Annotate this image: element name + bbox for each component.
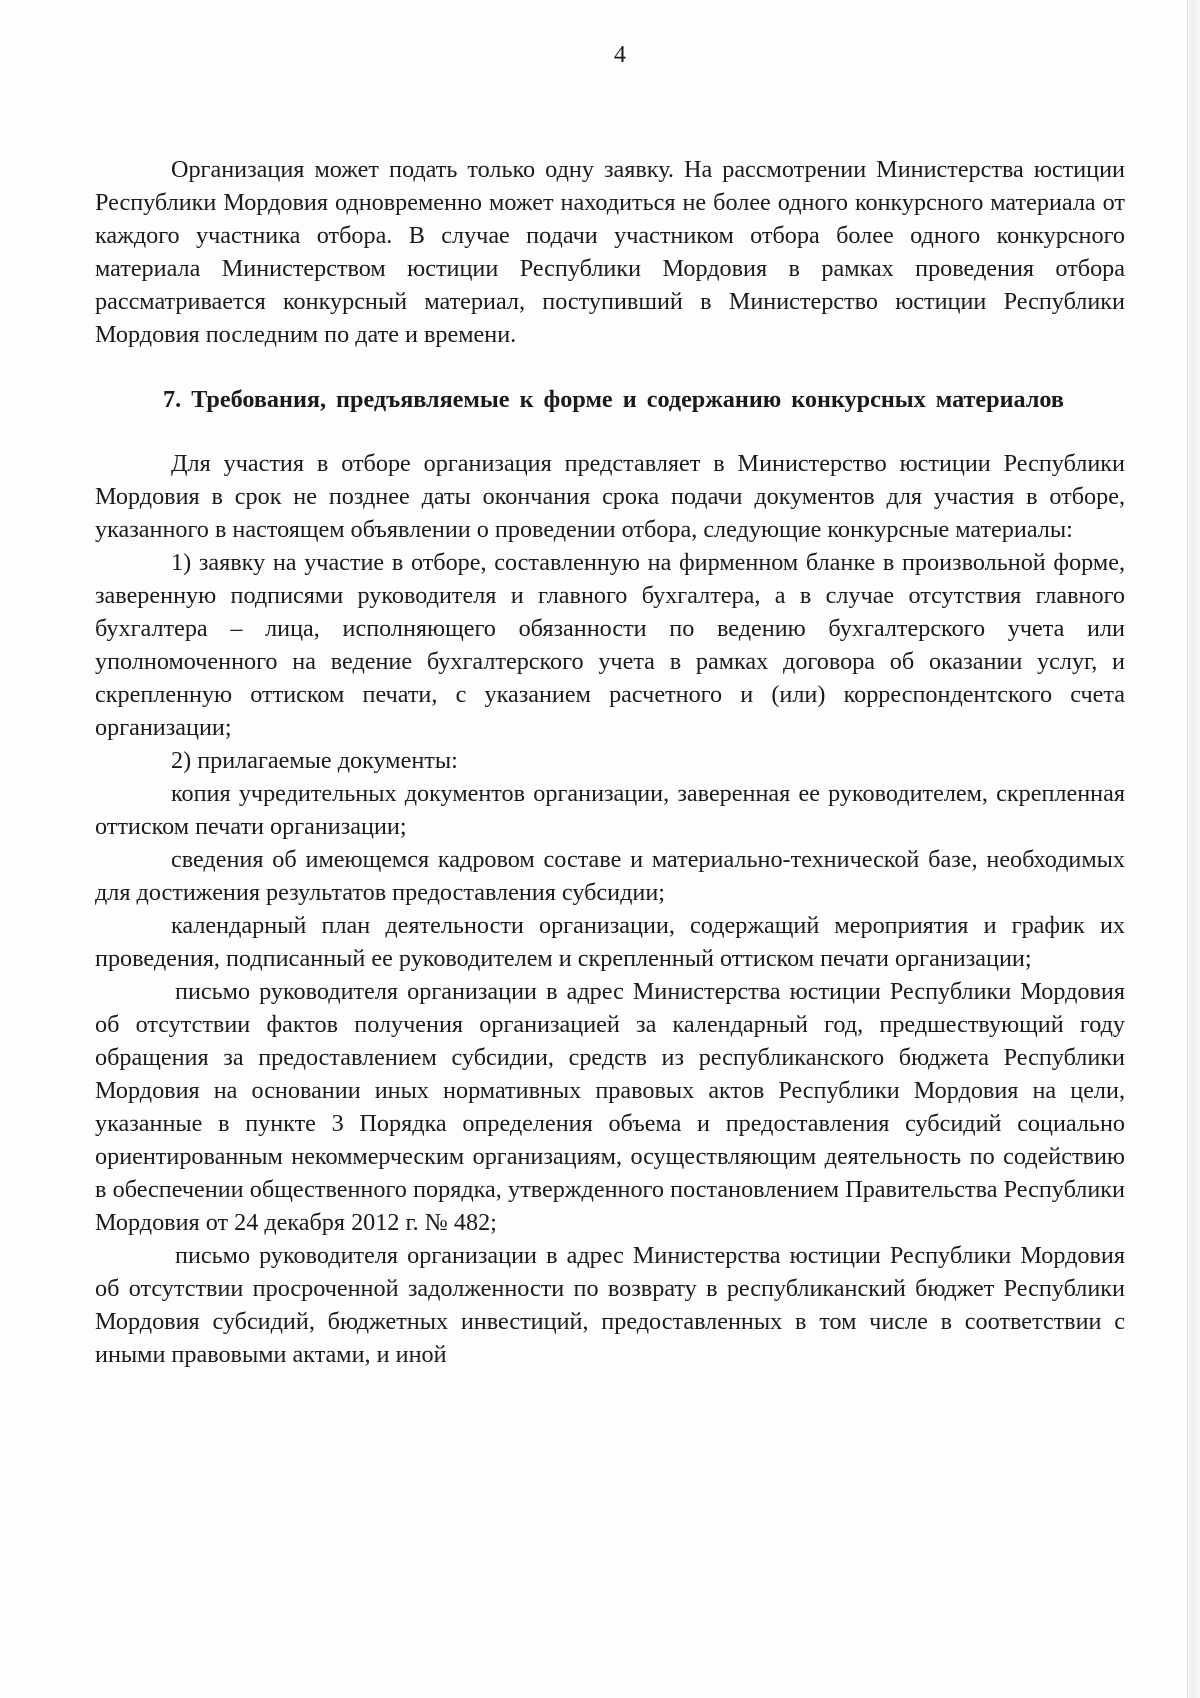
document-item-calendar-plan: календарный план деятельности организации, содержащий мероприятия и график их проведения, подписанный ее руководителем и скрепленный оттиском печати организации; bbox=[95, 912, 1125, 972]
page-number: 4 bbox=[614, 42, 626, 68]
page-edge-line bbox=[1187, 0, 1188, 1698]
list-item-2: 2) прилагаемые документы: bbox=[171, 747, 458, 774]
list-item-1: 1) заявку на участие в отборе, составленную на фирменном бланке в произвольной форме, заверенную подписями руководителя и главного бухгалтера, а в случае отсутствия главного бухгалтера – лица, исполняющего обязанности по ведению бухгалтерского учета или уполномоченного на ведение бухгалтерского учета в рамках договора об оказании услуг, и скрепленную оттиском печати, с указанием расчетного и (или) корреспондентского счета организации; bbox=[95, 549, 1125, 741]
paragraph-single-application: Организация может подать только одну заявку. На рассмотрении Министерства юстиции Республики Мордовия одновременно может находиться не более одного конкурсного материала от каждого участника отбора. В случае подачи участником отбора более одного конкурсного материала Министерством юстиции Республики Мордовия в рамках проведения отбора рассматривается конкурсный материал, поступивший в Министерство юстиции Республики Мордовия последним по дате и времени. bbox=[95, 156, 1125, 348]
document-content bbox=[95, 40, 1125, 1371]
paragraph-participation: Для участия в отборе организация представляет в Министерство юстиции Республики Мордовия в срок не позднее даты окончания срока подачи документов для участия в отборе, указанного в настоящем объявлении о проведении отбора, следующие конкурсные материалы: bbox=[95, 450, 1125, 543]
document-item-charter-copy: копия учредительных документов организации, заверенная ее руководителем, скрепленная оттиском печати организации; bbox=[95, 780, 1125, 840]
document-item-letter-no-debt: письмо руководителя организации в адрес Министерства юстиции Республики Мордовия об отсутствии просроченной задолженности по возврату в республиканский бюджет Республики Мордовия субсидий, бюджетных инвестиций, предоставленных в том числе в соответствии с иными правовыми актами, и иной bbox=[95, 1242, 1125, 1368]
page-edge-shadow bbox=[1186, 0, 1200, 1698]
document-item-letter-no-funds: письмо руководителя организации в адрес Министерства юстиции Республики Мордовия об отсутствии фактов получения организацией за календарный год, предшествующий году обращения за предоставлением субсидии, средств из республиканского бюджета Республики Мордовия на основании иных нормативных правовых актов Республики Мордовия на цели, указанные в пункте 3 Порядка определения объема и предоставления субсидий социально ориентированным некоммерческим организациям, осуществляющим деятельность по содействию в обеспечении общественного порядка, утвержденного постановлением Правительства Республики Мордовия от 24 декабря 2012 г. № 482; bbox=[95, 978, 1125, 1236]
section-heading-7: 7. Требования, предъявляемые к форме и содержанию конкурсных материалов bbox=[163, 386, 1064, 413]
document-item-staff-info: сведения об имеющемся кадровом составе и материально-технической базе, необходимых для достижения результатов предоставления субсидии; bbox=[95, 846, 1125, 906]
